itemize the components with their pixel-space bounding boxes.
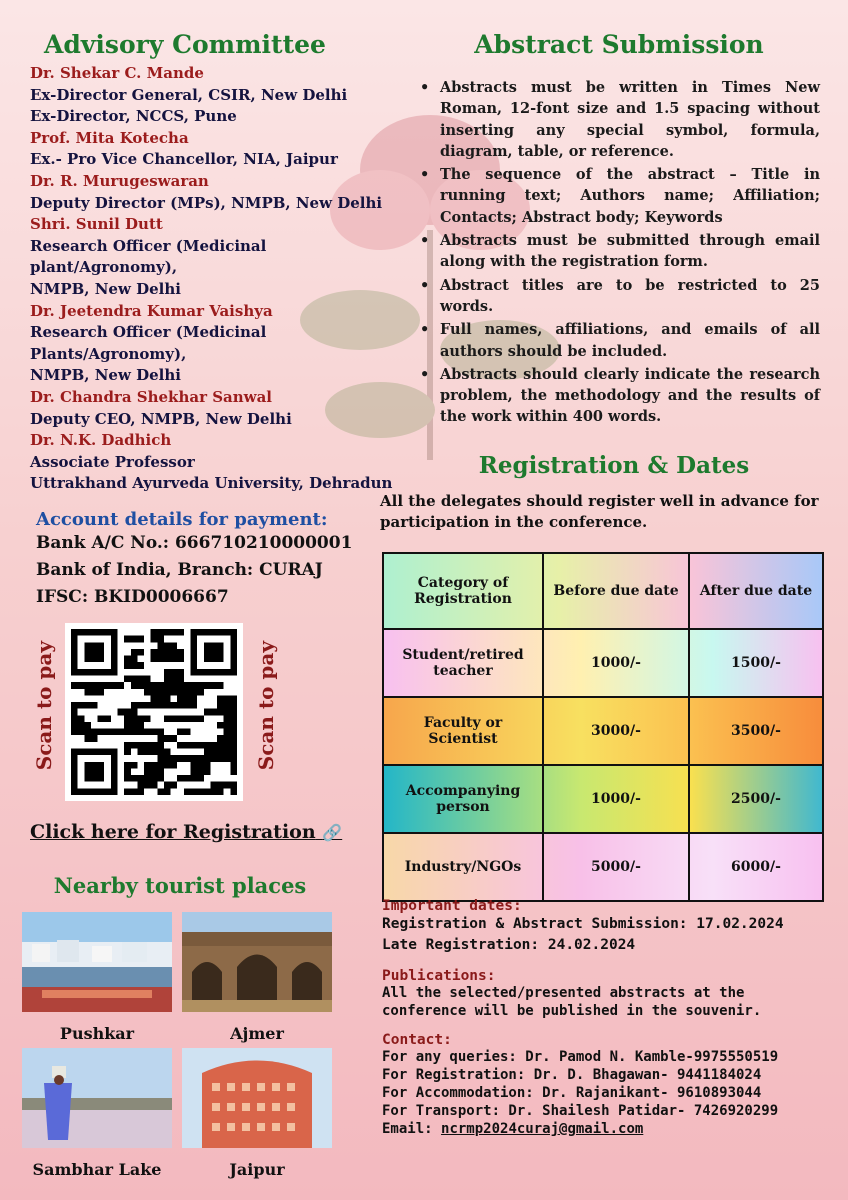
contact-queries: For any queries: Dr. Pamod N. Kamble-9975550519 [382,1049,779,1065]
publications-title: Publications: [382,968,496,984]
tourist-place-pushkar [22,912,172,1043]
registration-link-label: Click here for Registration [30,820,316,843]
contact-accommodation: For Accommodation: Dr. Rajanikant- 9610893044 [382,1085,762,1101]
committee-member-designation: Ex-Director General, CSIR, New Delhi [30,85,348,104]
committee-member-designation: Associate Professor [30,452,195,471]
tourist-places-grid [30,912,410,1200]
list-item [414,164,824,228]
tourist-place-sambhar-lake [22,1048,172,1179]
fees-category-cell: Faculty or Scientist [383,697,543,765]
scan-to-pay-label-left: Scan to pay [32,640,56,771]
abstract-guidelines-list [414,77,824,428]
registration-link[interactable] [30,821,410,843]
right-column [380,30,824,1137]
fees-header-category: Category of Registration [383,553,543,629]
advisory-committee-list [30,63,410,495]
bank-account-number: Bank A/C No.: 666710210000001 [36,532,353,553]
abstract-guideline-text: Abstracts must be written in Times New Roman, 12-font size and 1.5 spacing without inserting any special symbol, formula, diagram, table, or reference. [440,79,820,160]
registration-intro: All the delegates should register well in advance for participation in the conference. [380,491,819,531]
committee-member-designation: Deputy CEO, NMPB, New Delhi [30,409,292,428]
committee-member-name: Prof. Mita Kotecha [30,128,189,147]
fees-header-after: After due date [689,553,823,629]
committee-member-designation: Ex-Director, NCCS, Pune [30,107,237,126]
contact-title: Contact: [382,1032,452,1048]
committee-member-name: Dr. N.K. Dadhich [30,431,172,450]
list-item [414,275,824,318]
committee-member-name: Dr. Jeetendra Kumar Vaishya [30,301,273,320]
bullet-icon: • [420,365,430,383]
important-date-late: Late Registration: 24.02.2024 [382,937,636,953]
tourist-place-caption: Sambhar Lake [32,1159,162,1179]
ajmer-photo [182,912,332,1012]
table-row [383,629,823,697]
advisory-committee-title: Advisory Committee [44,30,326,59]
contact [382,1032,832,1138]
committee-member-designation: Research Officer (Medicinal Plants/Agronomy), [30,323,267,363]
bank-branch: Bank of India, Branch: CURAJ [36,559,323,580]
abstract-guideline-text: Abstract titles are to be restricted to 25 words. [440,276,820,315]
sambhar-lake-photo [22,1048,172,1148]
account-details-title: Account details for payment: [36,508,328,530]
tourist-places-title: Nearby tourist places [53,872,307,898]
publications-text: All the selected/presented abstracts at the conference will be published in the souvenir. [382,985,762,1019]
committee-member-name: Dr. Chandra Shekhar Sanwal [30,387,272,406]
contact-registration: For Registration: Dr. D. Bhagawan- 9441184024 [382,1067,762,1083]
link-icon: 🔗 [322,822,343,842]
fees-before-cell: 3000/- [543,697,689,765]
abstract-submission-title: Abstract Submission [474,30,764,59]
tourist-place-ajmer [182,912,332,1043]
committee-member-designation: Research Officer (Medicinal plant/Agronomy), [30,236,267,277]
important-dates-title: Important dates: [382,898,522,914]
abstract-guideline-text: Abstracts must be submitted through email along with the registration form. [440,232,820,271]
payment-qr-code[interactable] [65,623,243,801]
list-item [414,77,824,162]
fees-after-cell: 3500/- [689,697,823,765]
table-row [383,697,823,765]
important-dates [382,898,832,956]
fees-header-before: Before due date [543,553,689,629]
committee-member-name: Shri. Sunil Dutt [30,215,163,234]
fees-before-cell: 1000/- [543,629,689,697]
list-item [414,364,824,428]
bullet-icon: • [420,166,430,184]
fees-after-cell: 2500/- [689,765,823,833]
abstract-guideline-text: Full names, affiliations, and emails of all authors should be included. [440,321,820,360]
fees-category-cell: Industry/NGOs [383,833,543,901]
bullet-icon: • [420,276,430,294]
bullet-icon: • [420,321,430,339]
registration-dates-title: Registration & Dates [478,451,750,479]
committee-member-name: Dr. Shekar C. Mande [30,64,204,82]
list-item [414,319,824,362]
fees-before-cell: 5000/- [543,833,689,901]
fees-category-cell: Accompanying person [383,765,543,833]
committee-member-designation: Ex.- Pro Vice Chancellor, NIA, Jaipur [30,150,338,169]
contact-email-line [382,1120,832,1138]
bullet-icon: • [420,232,430,250]
tourist-place-jaipur [182,1048,332,1179]
fees-after-cell: 1500/- [689,629,823,697]
contact-email-link[interactable]: ncrmp2024curaj@gmail.com [441,1121,644,1137]
fees-category-cell: Student/retired teacher [383,629,543,697]
contact-email-label: Email: [382,1121,442,1137]
registration-fees-table [382,552,824,902]
abstract-guideline-text: Abstracts should clearly indicate the research problem, the methodology and the results of the work within 400 words. [440,365,820,426]
committee-member-designation: NMPB, New Delhi [30,279,181,298]
qr-payment-block [30,619,410,809]
contact-transport: For Transport: Dr. Shailesh Patidar- 7426920299 [382,1103,779,1119]
fees-before-cell: 1000/- [543,765,689,833]
pushkar-photo [22,912,172,1012]
publications [382,968,832,1020]
committee-member-designation: NMPB, New Delhi [30,366,181,385]
bullet-icon: • [420,79,430,96]
tourist-place-caption: Ajmer [230,1023,284,1043]
account-details [30,509,410,611]
jaipur-photo [182,1048,332,1148]
conference-info [382,898,832,1150]
list-item [414,230,824,273]
fees-table-header-row [383,553,823,629]
committee-member-name: Dr. R. Murugeswaran [30,171,209,190]
table-row [383,833,823,901]
table-row [383,765,823,833]
abstract-guideline-text: The sequence of the abstract – Title in running text; Authors name; Affiliation; Contacts; Abstract body; Keywords [440,166,820,226]
left-column [30,30,410,1200]
committee-member-designation: Deputy Director (MPs), NMPB, New Delhi [30,193,383,212]
committee-member-designation: Uttrakhand Ayurveda University, Dehradun [30,474,393,493]
tourist-place-caption: Jaipur [229,1159,285,1179]
tourist-place-caption: Pushkar [59,1023,135,1043]
fees-after-cell: 6000/- [689,833,823,901]
ifsc-code: IFSC: BKID0006667 [36,586,229,607]
important-date-abstract: Registration & Abstract Submission: 17.02.2024 [382,916,784,932]
scan-to-pay-label-right: Scan to pay [254,640,278,771]
